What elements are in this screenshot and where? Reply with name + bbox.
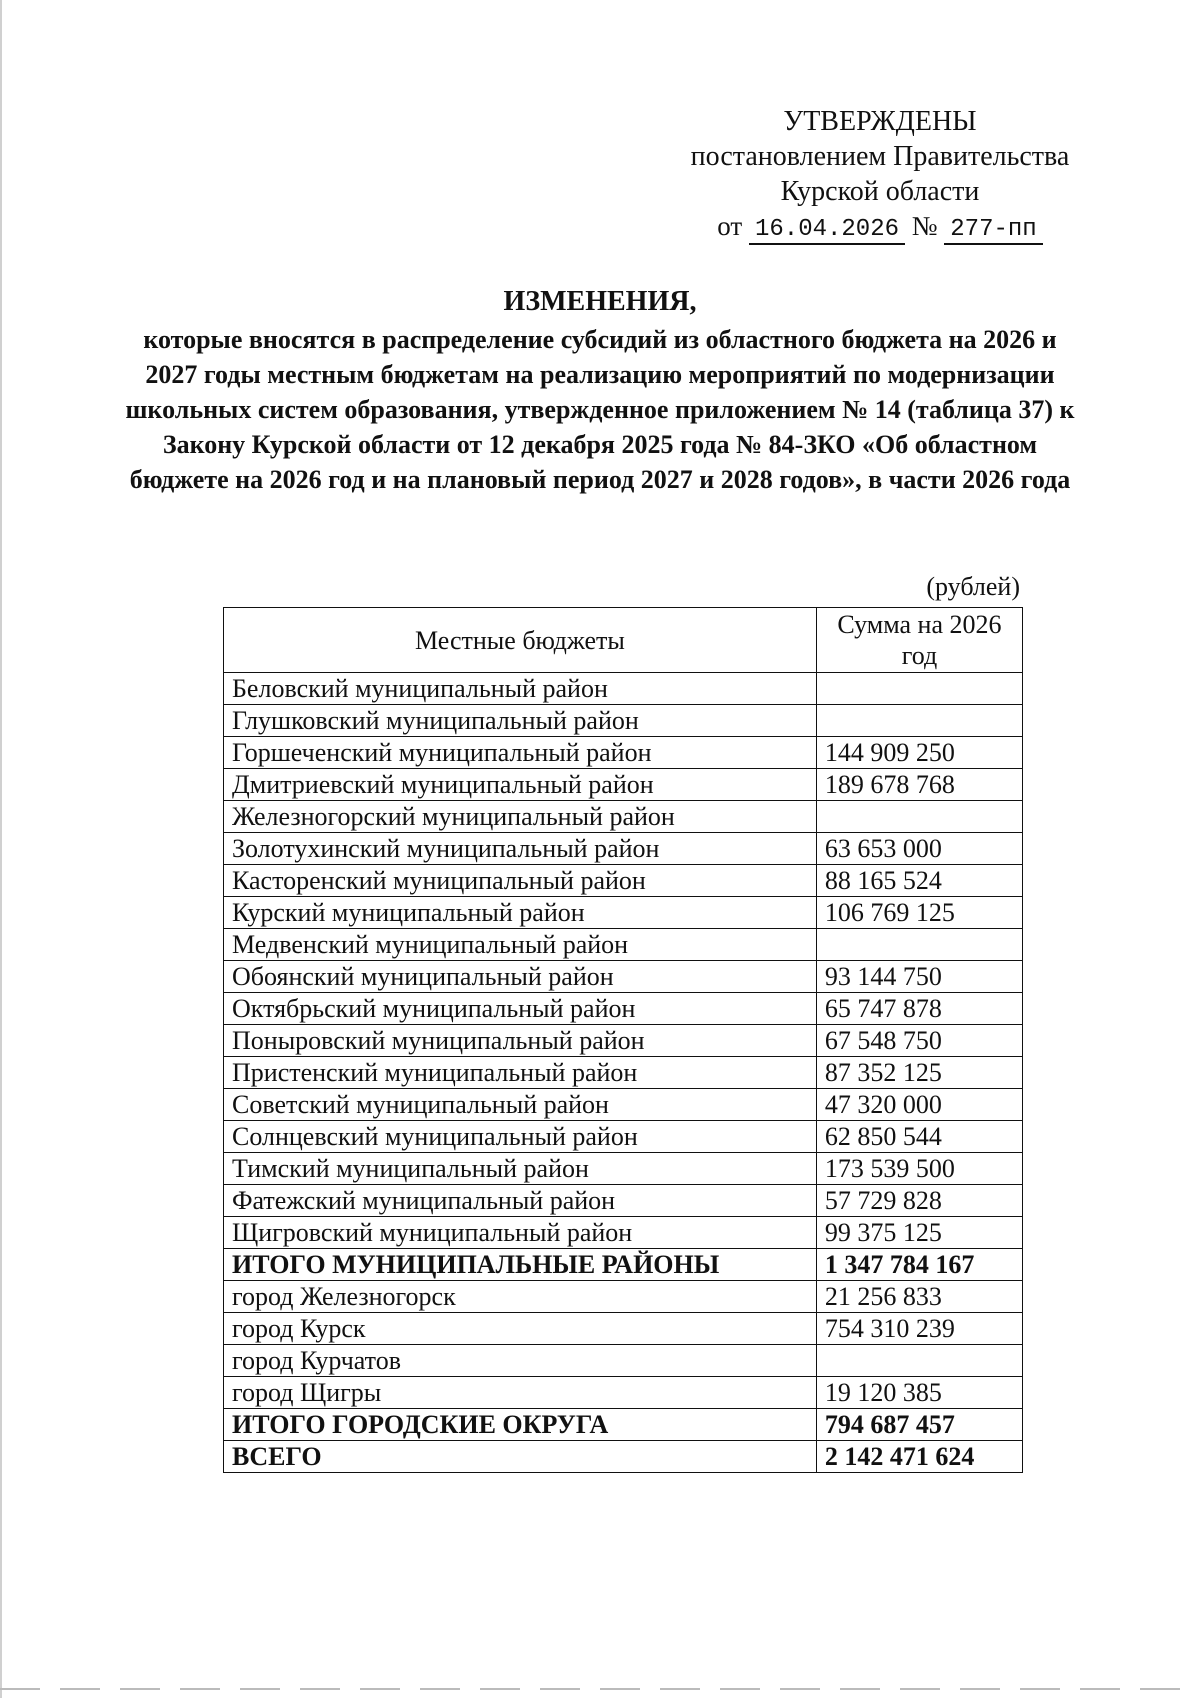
table-row: [224, 1121, 1023, 1153]
table-row: [224, 833, 1023, 865]
header-local-budgets: Местные бюджеты: [224, 608, 817, 673]
number-prefix: №: [911, 211, 938, 241]
table-row: [224, 801, 1023, 833]
budget-name-cell: Медвенский муниципальный район: [224, 929, 817, 961]
table-row: [224, 1185, 1023, 1217]
table-row: [224, 1057, 1023, 1089]
budget-name-cell: Советский муниципальный район: [224, 1089, 817, 1121]
budget-amount-cell: 57 729 828: [816, 1185, 1022, 1217]
approval-region-line: Курской области: [780, 176, 980, 207]
budget-amount-cell: [816, 705, 1022, 737]
table-row: [224, 1313, 1023, 1345]
budget-name-cell: Пристенский муниципальный район: [224, 1057, 817, 1089]
budget-amount-cell: 794 687 457: [816, 1409, 1022, 1441]
approval-date: 16.04.2026: [749, 216, 905, 245]
table-row: [224, 993, 1023, 1025]
table-row: [224, 929, 1023, 961]
budget-amount-cell: 65 747 878: [816, 993, 1022, 1025]
scan-edge: [0, 0, 2, 1698]
budget-amount-cell: 173 539 500: [816, 1153, 1022, 1185]
budget-name-cell: Солнцевский муниципальный район: [224, 1121, 817, 1153]
budget-name-cell: Октябрьский муниципальный район: [224, 993, 817, 1025]
table-row: [224, 737, 1023, 769]
table-row: [224, 1345, 1023, 1377]
table-row: [224, 705, 1023, 737]
budget-amount-cell: [816, 929, 1022, 961]
budget-name-cell: ИТОГО ГОРОДСКИЕ ОКРУГА: [224, 1409, 817, 1441]
budget-name-cell: Щигровский муниципальный район: [224, 1217, 817, 1249]
table-row: [224, 1153, 1023, 1185]
table-row: [224, 1025, 1023, 1057]
budget-name-cell: город Курск: [224, 1313, 817, 1345]
approval-date-line: [680, 209, 1080, 247]
budget-name-cell: Дмитриевский муниципальный район: [224, 769, 817, 801]
budget-name-cell: Курский муниципальный район: [224, 897, 817, 929]
budget-amount-cell: 62 850 544: [816, 1121, 1022, 1153]
budget-amount-cell: 1 347 784 167: [816, 1249, 1022, 1281]
budget-name-cell: Золотухинский муниципальный район: [224, 833, 817, 865]
approval-by-line: постановлением Правительства: [690, 141, 1070, 172]
budget-amount-cell: 93 144 750: [816, 961, 1022, 993]
budget-name-cell: Касторенский муниципальный район: [224, 865, 817, 897]
budget-name-cell: Беловский муниципальный район: [224, 673, 817, 705]
budget-amount-cell: 144 909 250: [816, 737, 1022, 769]
table-row: [224, 865, 1023, 897]
budget-name-cell: город Курчатов: [224, 1345, 817, 1377]
table-row: [224, 1377, 1023, 1409]
budget-amount-cell: 67 548 750: [816, 1025, 1022, 1057]
budget-amount-cell: 106 769 125: [816, 897, 1022, 929]
budget-name-cell: город Железногорск: [224, 1281, 817, 1313]
table-body: [224, 673, 1023, 1473]
table-total-row: [224, 1249, 1023, 1281]
budget-amount-cell: 754 310 239: [816, 1313, 1022, 1345]
budget-amount-cell: 63 653 000: [816, 833, 1022, 865]
budget-name-cell: Тимский муниципальный район: [224, 1153, 817, 1185]
budget-name-cell: Горшеченский муниципальный район: [224, 737, 817, 769]
budget-amount-cell: 189 678 768: [816, 769, 1022, 801]
budget-name-cell: Обоянский муниципальный район: [224, 961, 817, 993]
table-row: [224, 1089, 1023, 1121]
budget-amount-cell: [816, 1345, 1022, 1377]
approval-heading: УТВЕРЖДЕНЫ: [783, 106, 977, 137]
budget-name-cell: Фатежский муниципальный район: [224, 1185, 817, 1217]
table-row: [224, 1217, 1023, 1249]
budget-amount-cell: 21 256 833: [816, 1281, 1022, 1313]
scan-artifact-line: [0, 1688, 1200, 1690]
header-amount-2026: Сумма на 2026 год: [816, 608, 1022, 673]
approval-number: 277-пп: [944, 216, 1042, 245]
budget-name-cell: Железногорский муниципальный район: [224, 801, 817, 833]
document-subtitle: которые вносятся в распределение субсидий из областного бюджета на 2026 и 2027 годы местным бюджетам на реализацию мероприятий по модернизации школьных систем образования, утвержденное приложением № 14 (таблица 37) к Закону Курской области от 12 декабря 2025 года № 84-ЗКО «Об областном бюджете на 2026 год и на плановый период 2027 и 2028 годов», в части 2026 года: [125, 325, 1075, 494]
table-total-row: [224, 1409, 1023, 1441]
units-label: (рублей): [926, 572, 1020, 601]
budget-name-cell: Глушковский муниципальный район: [224, 705, 817, 737]
document-title: ИЗМЕНЕНИЯ,: [503, 286, 697, 317]
budget-amount-cell: 87 352 125: [816, 1057, 1022, 1089]
budget-amount-cell: 88 165 524: [816, 865, 1022, 897]
table-total-row: [224, 1441, 1023, 1473]
table-row: [224, 769, 1023, 801]
budget-amount-cell: [816, 673, 1022, 705]
budget-name-cell: город Щигры: [224, 1377, 817, 1409]
budget-name-cell: Поныровский муниципальный район: [224, 1025, 817, 1057]
budget-table: [223, 607, 1023, 1473]
table-row: [224, 961, 1023, 993]
table-row: [224, 897, 1023, 929]
budget-amount-cell: 19 120 385: [816, 1377, 1022, 1409]
approval-block: [680, 104, 1080, 247]
budget-amount-cell: 2 142 471 624: [816, 1441, 1022, 1473]
budget-amount-cell: 47 320 000: [816, 1089, 1022, 1121]
table-header-row: [224, 608, 1023, 673]
budget-amount-cell: 99 375 125: [816, 1217, 1022, 1249]
table-row: [224, 1281, 1023, 1313]
budget-name-cell: ВСЕГО: [224, 1441, 817, 1473]
table-row: [224, 673, 1023, 705]
budget-amount-cell: [816, 801, 1022, 833]
date-prefix: от: [717, 211, 743, 241]
budget-name-cell: ИТОГО МУНИЦИПАЛЬНЫЕ РАЙОНЫ: [224, 1249, 817, 1281]
